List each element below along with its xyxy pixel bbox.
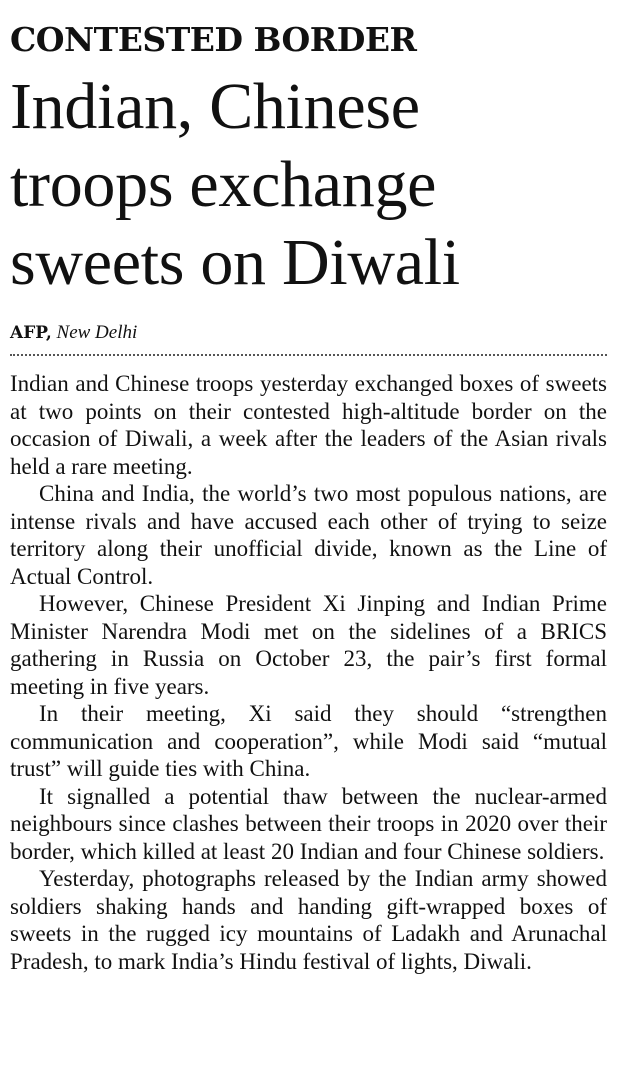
byline-place: New Delhi (56, 322, 138, 343)
byline (10, 322, 607, 344)
news-article (10, 0, 607, 975)
headline-line: troops exchange (10, 148, 437, 221)
byline-agency: AFP, (10, 323, 52, 343)
section-kicker: CONTESTED BORDER (10, 20, 417, 59)
headline (10, 68, 607, 302)
body-paragraph: Yesterday, photographs released by the Indian army showed soldiers shaking hands and handing gift-wrapped boxes of sweets in the rugged icy mountains of Ladakh and Arunachal Pradesh, to mark India’s Hindu festival of lights, Diwali. (10, 866, 607, 974)
headline-line: Indian, Chinese (10, 70, 420, 143)
dotted-divider (10, 354, 607, 356)
body-paragraph: China and India, the world’s two most populous nations, are intense rivals and have accused each other of trying to seize territory along their unofficial divide, known as the Line of Actual Control. (10, 481, 607, 589)
body-paragraph: Indian and Chinese troops yesterday exchanged boxes of sweets at two points on their contested high-altitude border on the occasion of Diwali, a week after the leaders of the Asian rivals held a rare meeting. (10, 371, 607, 479)
headline-line: sweets on Diwali (10, 226, 460, 299)
body-paragraph: It signalled a potential thaw between the nuclear-armed neighbours since clashes between their troops in 2020 over their border, which killed at least 20 Indian and four Chinese soldiers. (10, 783, 607, 864)
article-body (10, 370, 607, 975)
body-paragraph: In their meeting, Xi said they should “strengthen communication and cooperation”, while Modi said “mutual trust” will guide ties with China. (10, 701, 607, 781)
body-paragraph: However, Chinese President Xi Jinping and Indian Prime Minister Narendra Modi met on the sidelines of a BRICS gathering in Russia on October 23, the pair’s first formal meeting in five years. (10, 591, 607, 699)
